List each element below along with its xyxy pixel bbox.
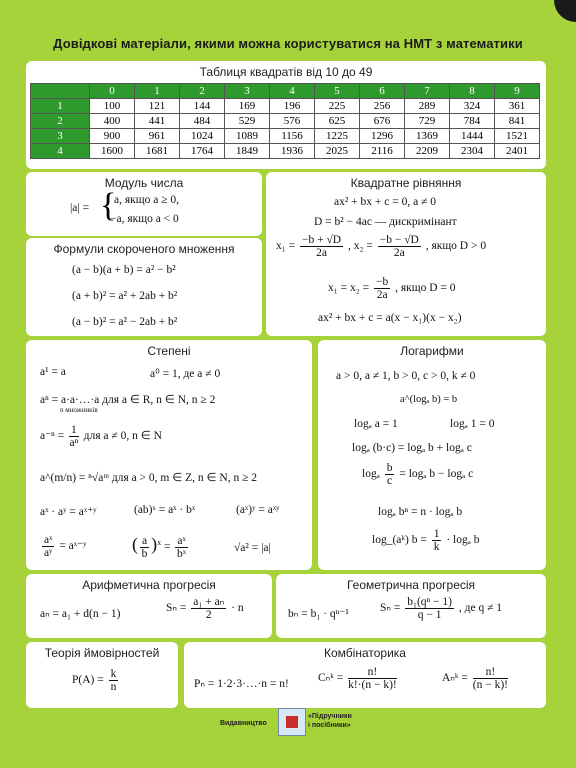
- neg-power-lhs: a⁻ⁿ =: [40, 430, 65, 443]
- brace-icon: {: [100, 187, 117, 224]
- table-cell: 121: [135, 99, 180, 114]
- shortmult-line1: (a − b)(a + b) = a² − b²: [72, 264, 176, 276]
- logs-card: [318, 340, 546, 570]
- powers-line1b: a⁰ = 1, де a ≠ 0: [150, 368, 221, 380]
- publisher-name-line2: і посібники»: [308, 722, 351, 729]
- neg-power-denominator: aⁿ: [69, 437, 79, 449]
- x1-denominator: 2a: [316, 247, 327, 259]
- arith-sum: [166, 596, 244, 621]
- powers-line5b: (ab)ˣ = aˣ · bˣ: [134, 504, 196, 516]
- roots-formula: [276, 234, 486, 259]
- geom-sum-fraction: [405, 596, 454, 621]
- table-cell: 144: [180, 99, 225, 114]
- table-cell: 225: [315, 99, 360, 114]
- arith-nth-term: aₙ = a₁ + d(n − 1): [40, 608, 121, 620]
- prob-lhs: P(A) =: [72, 674, 104, 687]
- logs-line3a: logₐ a = 1: [354, 418, 398, 430]
- arith-card: [26, 574, 272, 638]
- table-header-cell: 7: [405, 84, 450, 99]
- comb-c-denominator: k!·(n − k)!: [348, 679, 397, 691]
- x12-fraction: [374, 276, 390, 301]
- table-row: [31, 144, 540, 159]
- comb-c-fraction: [348, 666, 397, 691]
- shortmult-card: [26, 238, 262, 336]
- logq-denominator: c: [387, 475, 393, 487]
- table-cell: 256: [360, 99, 405, 114]
- roots-condition: , якщо D > 0: [425, 240, 487, 253]
- powers-title: Степені: [147, 344, 191, 358]
- table-cell: 1849: [225, 144, 270, 159]
- arith-sum-denominator: 2: [205, 609, 212, 621]
- geom-card: [276, 574, 546, 638]
- prob-denominator: n: [110, 681, 117, 693]
- table-cell: 1369: [405, 129, 450, 144]
- logb-lhs: log_(aᵏ) b =: [372, 534, 427, 547]
- table-header-cell: 9: [495, 84, 540, 99]
- quot-base-fraction: [140, 535, 149, 560]
- logb-fraction: [432, 528, 442, 553]
- table-header-cell: 4: [270, 84, 315, 99]
- x2-lhs: , x₂ =: [347, 240, 373, 253]
- row-header-cell: 3: [31, 129, 90, 144]
- x1-lhs: x₁ =: [276, 240, 296, 253]
- x1-fraction: [300, 234, 343, 259]
- logs-conditions: a > 0, a ≠ 1, b > 0, c > 0, k ≠ 0: [336, 370, 476, 382]
- table-cell: 196: [270, 99, 315, 114]
- squares-table: [30, 83, 540, 159]
- table-cell: 2209: [405, 144, 450, 159]
- table-cell: 961: [135, 129, 180, 144]
- powers-line5a: aˣ · aʸ = aˣ⁺ʸ: [40, 506, 97, 518]
- logb-rhs: · logₐ b: [446, 534, 480, 547]
- x12-numerator: −b: [376, 276, 389, 288]
- row-header-cell: 1: [31, 99, 90, 114]
- paren-icon: ): [151, 534, 158, 554]
- logs-base-power: [372, 528, 480, 553]
- table-header-cell: 0: [90, 84, 135, 99]
- table-cell: 1156: [270, 129, 315, 144]
- modulus-title: Модуль числа: [104, 176, 184, 190]
- shortmult-line2: (a + b)² = a² + 2ab + b²: [72, 290, 178, 302]
- table-cell: 1444: [450, 129, 495, 144]
- publisher-name-line1: «Підручники: [308, 713, 352, 720]
- table-row: [31, 129, 540, 144]
- table-cell: 1089: [225, 129, 270, 144]
- geom-sum-denominator: q − 1: [417, 609, 442, 621]
- table-cell: 289: [405, 99, 450, 114]
- table-row: [31, 99, 540, 114]
- table-cell: 1296: [360, 129, 405, 144]
- geom-sum: [380, 596, 502, 621]
- div-rhs: = aˣ⁻ʸ: [59, 540, 87, 553]
- corner-decoration: [554, 0, 576, 22]
- powers-card: [26, 340, 312, 570]
- geom-sum-rhs: , де q ≠ 1: [458, 602, 503, 615]
- shortmult-title: Формули скороченого множення: [53, 242, 235, 256]
- div-fraction: [42, 534, 54, 559]
- quadratic-card: [266, 172, 546, 336]
- logq-numerator: b: [386, 462, 393, 474]
- table-cell: 441: [135, 114, 180, 129]
- table-cell: 400: [90, 114, 135, 129]
- table-cell: 2401: [495, 144, 540, 159]
- logs-identity: a^(logₐ b) = b: [400, 394, 458, 405]
- publisher-logo-icon: [278, 708, 306, 736]
- table-cell: 361: [495, 99, 540, 114]
- table-cell: 100: [90, 99, 135, 114]
- x2-fraction: [378, 234, 421, 259]
- powers-line2-sub: n множників: [60, 406, 98, 414]
- quadratic-equation: ax² + bx + c = 0, a ≠ 0: [334, 196, 437, 208]
- table-cell: 784: [450, 114, 495, 129]
- table-cell: 324: [450, 99, 495, 114]
- comb-combinations: [318, 666, 399, 691]
- powers-division: [40, 534, 87, 559]
- comb-permutations: Pₙ = 1·2·3·…·n = n!: [194, 678, 289, 690]
- prob-fraction: [109, 668, 119, 693]
- table-cell: 729: [405, 114, 450, 129]
- x12-lhs: x₁ = x₂ =: [328, 282, 370, 295]
- comb-card: [184, 642, 546, 708]
- prob-card: [26, 642, 178, 708]
- table-cell: 2304: [450, 144, 495, 159]
- table-cell: 169: [225, 99, 270, 114]
- paren-icon: (: [132, 534, 138, 554]
- logb-denominator: k: [433, 541, 440, 553]
- table-cell: 1225: [315, 129, 360, 144]
- logs-product: logₐ (b·c) = logₐ b + logₐ c: [352, 442, 472, 454]
- quot-numerator: aˣ: [177, 534, 186, 547]
- modulus-card: [26, 172, 262, 236]
- arith-sum-fraction: [191, 596, 226, 621]
- table-cell: 900: [90, 129, 135, 144]
- table-cell: 1600: [90, 144, 135, 159]
- prob-formula: [72, 668, 120, 693]
- table-header-cell: 2: [180, 84, 225, 99]
- quadratic-title: Квадратне рівняння: [350, 176, 462, 190]
- table-header-cell: 1: [135, 84, 180, 99]
- comb-c-numerator: n!: [348, 666, 397, 679]
- x2-denominator: 2a: [393, 247, 405, 259]
- div-denominator: aʸ: [43, 547, 53, 559]
- prob-title: Теорія ймовірностей: [44, 646, 160, 660]
- table-cell: 484: [180, 114, 225, 129]
- table-header-cell: 5: [315, 84, 360, 99]
- table-row: [31, 114, 540, 129]
- logb-numerator: 1: [433, 528, 440, 540]
- table-cell: 1024: [180, 129, 225, 144]
- row-header-cell: 4: [31, 144, 90, 159]
- geom-title: Геометрична прогресія: [346, 578, 476, 592]
- logs-power: logₐ bⁿ = n · logₐ b: [378, 506, 463, 518]
- publisher-name: [308, 712, 352, 730]
- modulus-lhs: |a| =: [70, 202, 90, 214]
- arith-title: Арифметична прогресія: [82, 578, 216, 592]
- table-cell: 625: [315, 114, 360, 129]
- powers-quotient: ( $\frac{a}{b}$ )$^x$ = $\frac{\text{aˣ}}{\text{bˣ}}$: [132, 534, 187, 560]
- prob-numerator: k: [110, 668, 117, 680]
- table-cell: 841: [495, 114, 540, 129]
- arith-sum-rhs: · n: [231, 602, 244, 615]
- modulus-case2: −a, якщо a < 0: [110, 213, 179, 225]
- page-title: Довідкові матеріали, якими можна користуватися на НМТ з математики: [53, 36, 523, 51]
- x1-numerator: −b + √D: [302, 234, 342, 246]
- table-cell: 1764: [180, 144, 225, 159]
- table-corner-cell: [31, 84, 90, 99]
- quot-base-den: b: [141, 547, 148, 560]
- table-cell: 529: [225, 114, 270, 129]
- logs-line3b: logₐ 1 = 0: [450, 418, 495, 430]
- comb-a-lhs: Aₙᵏ =: [442, 672, 468, 685]
- shortmult-line3: (a − b)² = a² − 2ab + b²: [72, 316, 178, 328]
- powers-sqrt-abs: √a² = |a|: [234, 542, 271, 554]
- quot-eq: =: [163, 541, 171, 553]
- x12-condition: , якщо D = 0: [395, 282, 456, 295]
- logq-fraction: [385, 462, 395, 487]
- double-root-formula: [328, 276, 456, 301]
- table-cell: 1936: [270, 144, 315, 159]
- powers-root: a^(m/n) = ⁿ√aᵐ для a > 0, m ∈ Z, n ∈ N, n ≥ 2: [40, 472, 258, 484]
- table-cell: 576: [270, 114, 315, 129]
- div-numerator: aˣ: [44, 534, 53, 546]
- geom-sum-lhs: Sₙ =: [380, 602, 401, 615]
- table-cell: 2116: [360, 144, 405, 159]
- quot-base-num: a: [142, 534, 148, 547]
- comb-a-fraction: [473, 666, 508, 691]
- neg-power-numerator: 1: [71, 424, 77, 436]
- comb-arrangements: [442, 666, 510, 691]
- table-header-cell: 8: [450, 84, 495, 99]
- logs-quotient: [362, 462, 473, 487]
- comb-title: Комбінаторика: [324, 646, 406, 660]
- modulus-case1: a, якщо a ≥ 0,: [114, 194, 180, 206]
- logs-title: Логарифми: [400, 344, 464, 358]
- quot-denominator: bˣ: [177, 547, 187, 560]
- powers-line1a: a¹ = a: [40, 366, 66, 378]
- row-header-cell: 2: [31, 114, 90, 129]
- arith-sum-numerator: a₁ + aₙ: [193, 596, 225, 608]
- powers-line2: aⁿ = a·a·…·a для a ∈ R, n ∈ N, n ≥ 2: [40, 394, 216, 406]
- factorization: ax² + bx + c = a(x − x₁)(x − x₂): [318, 312, 462, 324]
- comb-a-denominator: (n − k)!: [472, 679, 508, 691]
- x12-denominator: 2a: [376, 289, 388, 301]
- table-header-cell: 6: [360, 84, 405, 99]
- table-header-cell: 3: [225, 84, 270, 99]
- x2-numerator: −b − √D: [379, 234, 419, 246]
- neg-power-condition: для a ≠ 0, n ∈ N: [83, 430, 162, 443]
- table-cell: 676: [360, 114, 405, 129]
- powers-negative: [40, 424, 162, 449]
- logq-lhs: logₐ: [362, 468, 380, 481]
- comb-a-numerator: n!: [473, 666, 508, 679]
- geom-nth-term: bₙ = b₁ · qⁿ⁻¹: [288, 608, 349, 620]
- table-header-row: [31, 84, 540, 99]
- geom-sum-numerator: b₁(qⁿ − 1): [407, 596, 452, 608]
- squares-title: Таблиця квадратів від 10 до 49: [199, 65, 373, 79]
- arith-sum-lhs: Sₙ =: [166, 602, 187, 615]
- table-cell: 2025: [315, 144, 360, 159]
- quot-fraction: [175, 535, 187, 560]
- table-cell: 1521: [495, 129, 540, 144]
- publisher-label: Видавництво: [220, 720, 267, 727]
- powers-line5c: (aˣ)ʸ = aˣʸ: [236, 504, 280, 516]
- discriminant: D = b² − 4ac — дискримінант: [314, 216, 457, 228]
- table-cell: 1681: [135, 144, 180, 159]
- comb-c-lhs: Cₙᵏ =: [318, 672, 344, 685]
- logq-rhs: = logₐ b − logₐ c: [399, 468, 474, 481]
- neg-power-fraction: [69, 424, 79, 449]
